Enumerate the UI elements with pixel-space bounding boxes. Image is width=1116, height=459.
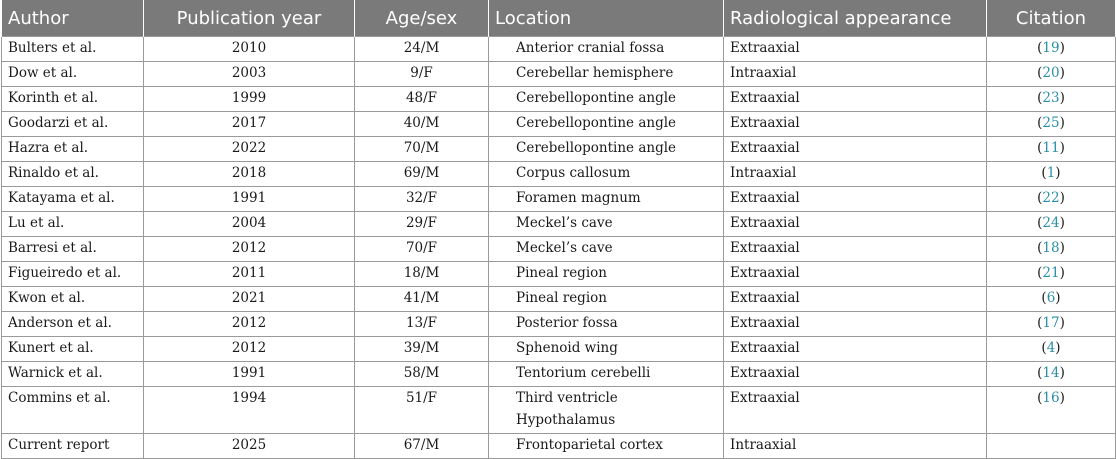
cell-location (489, 62, 724, 87)
citation-link[interactable]: 1 (1046, 165, 1056, 181)
location-line: Cerebellar hemisphere (516, 65, 674, 81)
cell-citation (987, 87, 1116, 112)
cell-citation (987, 287, 1116, 312)
citation-link[interactable]: 22 (1042, 190, 1060, 206)
header-radiological-appearance: Radiological appearance (724, 0, 987, 37)
cell-author: Figueiredo et al. (2, 262, 144, 287)
table-row (2, 187, 1116, 212)
cell-publication-year: 1991 (144, 187, 355, 212)
cell-radiological-appearance: Extraaxial (724, 212, 987, 237)
cell-radiological-appearance: Extraaxial (724, 287, 987, 312)
cell-publication-year: 2010 (144, 37, 355, 62)
citation-paren-close: ) (1059, 115, 1065, 131)
citation-ref (1037, 390, 1065, 406)
cell-location (489, 212, 724, 237)
cell-citation (987, 312, 1116, 337)
cell-radiological-appearance: Extraaxial (724, 87, 987, 112)
citation-paren-open: ( (1041, 290, 1047, 306)
cell-age-sex: 18/M (355, 262, 489, 287)
citation-paren-open: ( (1037, 365, 1043, 381)
cell-publication-year: 2017 (144, 112, 355, 137)
citation-paren-close: ) (1059, 265, 1065, 281)
cell-citation (987, 37, 1116, 62)
cell-age-sex: 32/F (355, 187, 489, 212)
cell-location (489, 112, 724, 137)
citation-paren-open: ( (1037, 115, 1043, 131)
table-row (2, 112, 1116, 137)
header-citation: Citation (987, 0, 1116, 37)
cell-radiological-appearance: Extraaxial (724, 37, 987, 62)
table-row (2, 87, 1116, 112)
header-age-sex: Age/sex (355, 0, 489, 37)
citation-ref (1037, 115, 1065, 131)
citation-link[interactable]: 19 (1042, 40, 1060, 56)
citation-ref (1037, 240, 1065, 256)
cell-age-sex: 70/F (355, 237, 489, 262)
citation-paren-open: ( (1037, 240, 1043, 256)
citation-ref (1037, 90, 1065, 106)
cell-citation (987, 112, 1116, 137)
cell-radiological-appearance: Intraaxial (724, 62, 987, 87)
cell-publication-year: 2025 (144, 434, 355, 459)
cell-citation (987, 212, 1116, 237)
citation-ref (1037, 65, 1065, 81)
cell-age-sex: 51/F (355, 387, 489, 434)
cell-age-sex: 41/M (355, 287, 489, 312)
cell-location (489, 237, 724, 262)
cell-citation (987, 62, 1116, 87)
table-row (2, 262, 1116, 287)
location-line: Tentorium cerebelli (516, 365, 651, 381)
cell-age-sex: 58/M (355, 362, 489, 387)
citation-paren-open: ( (1037, 65, 1043, 81)
table-row (2, 212, 1116, 237)
cell-publication-year: 2011 (144, 262, 355, 287)
location-line: Foramen magnum (516, 190, 641, 206)
citation-ref (1037, 265, 1065, 281)
cell-age-sex: 67/M (355, 434, 489, 459)
cell-citation (987, 434, 1116, 459)
citation-paren-close: ) (1059, 140, 1065, 156)
citation-ref (1037, 365, 1065, 381)
citation-ref (1037, 190, 1065, 206)
location-line: Meckel’s cave (516, 215, 613, 231)
citation-link[interactable]: 21 (1042, 265, 1060, 281)
citation-ref (1037, 140, 1065, 156)
citation-link[interactable]: 17 (1042, 315, 1060, 331)
table-row (2, 387, 1116, 434)
cell-radiological-appearance: Extraaxial (724, 187, 987, 212)
header-publication-year: Publication year (144, 0, 355, 37)
cell-location (489, 162, 724, 187)
cell-radiological-appearance: Extraaxial (724, 362, 987, 387)
cell-location (489, 362, 724, 387)
cell-author: Korinth et al. (2, 87, 144, 112)
cell-radiological-appearance: Intraaxial (724, 162, 987, 187)
cell-age-sex: 29/F (355, 212, 489, 237)
table-row (2, 287, 1116, 312)
cell-location (489, 434, 724, 459)
citation-ref (1037, 315, 1065, 331)
cell-radiological-appearance: Extraaxial (724, 337, 987, 362)
cell-age-sex: 48/F (355, 87, 489, 112)
cell-author: Commins et al. (2, 387, 144, 434)
citation-paren-open: ( (1041, 340, 1047, 356)
citation-paren-open: ( (1037, 40, 1043, 56)
citation-ref (1041, 290, 1060, 306)
citation-paren-open: ( (1037, 265, 1043, 281)
cell-author: Goodarzi et al. (2, 112, 144, 137)
cell-citation (987, 237, 1116, 262)
citation-paren-close: ) (1059, 315, 1065, 331)
location-line: Third ventricle (516, 390, 618, 406)
cell-location (489, 87, 724, 112)
cell-author: Current report (2, 434, 144, 459)
citation-link[interactable]: 16 (1042, 390, 1060, 406)
location-line: Meckel’s cave (516, 240, 613, 256)
cell-location (489, 287, 724, 312)
citation-ref (1041, 340, 1060, 356)
location-line: Sphenoid wing (516, 340, 618, 356)
citation-paren-open: ( (1037, 140, 1043, 156)
citation-paren-close: ) (1059, 40, 1065, 56)
table-body (2, 37, 1116, 459)
cell-age-sex: 39/M (355, 337, 489, 362)
citation-paren-open: ( (1037, 315, 1043, 331)
table-row (2, 62, 1116, 87)
citation-paren-open: ( (1037, 390, 1043, 406)
cell-author: Warnick et al. (2, 362, 144, 387)
citation-paren-close: ) (1059, 215, 1065, 231)
cell-location (489, 187, 724, 212)
cell-radiological-appearance: Intraaxial (724, 434, 987, 459)
citation-link[interactable]: 4 (1046, 340, 1056, 356)
location-line: Anterior cranial fossa (516, 40, 665, 56)
cell-age-sex: 69/M (355, 162, 489, 187)
location-line: Cerebellopontine angle (516, 140, 677, 156)
cell-citation (987, 137, 1116, 162)
citation-link[interactable]: 18 (1042, 240, 1060, 256)
cell-citation (987, 387, 1116, 434)
citation-link[interactable]: 6 (1046, 290, 1056, 306)
cell-author: Rinaldo et al. (2, 162, 144, 187)
cell-publication-year: 2022 (144, 137, 355, 162)
cell-citation (987, 187, 1116, 212)
citation-paren-close: ) (1059, 65, 1065, 81)
table-row (2, 312, 1116, 337)
cell-location (489, 337, 724, 362)
location-line: Frontoparietal cortex (516, 437, 663, 453)
citation-ref (1037, 215, 1065, 231)
cell-radiological-appearance: Extraaxial (724, 112, 987, 137)
citation-link[interactable]: 14 (1042, 365, 1060, 381)
citation-link[interactable]: 20 (1042, 65, 1060, 81)
cell-publication-year: 2003 (144, 62, 355, 87)
cell-citation (987, 262, 1116, 287)
table-row (2, 362, 1116, 387)
cell-author: Anderson et al. (2, 312, 144, 337)
cell-publication-year: 1994 (144, 387, 355, 434)
citation-link[interactable]: 25 (1042, 115, 1060, 131)
cell-citation (987, 162, 1116, 187)
citation-paren-close: ) (1059, 365, 1065, 381)
location-line: Cerebellopontine angle (516, 90, 677, 106)
cell-citation (987, 362, 1116, 387)
location-line: Posterior fossa (516, 315, 618, 331)
cell-radiological-appearance: Extraaxial (724, 312, 987, 337)
cell-age-sex: 70/M (355, 137, 489, 162)
location-line: Hypothalamus (516, 412, 616, 428)
citation-link[interactable]: 11 (1042, 140, 1060, 156)
cell-location (489, 262, 724, 287)
cell-author: Kwon et al. (2, 287, 144, 312)
cell-radiological-appearance: Extraaxial (724, 237, 987, 262)
citation-ref (1041, 165, 1060, 181)
cell-location (489, 312, 724, 337)
cell-author: Dow et al. (2, 62, 144, 87)
table-row (2, 162, 1116, 187)
cell-radiological-appearance: Extraaxial (724, 387, 987, 434)
cell-publication-year: 2018 (144, 162, 355, 187)
cell-age-sex: 40/M (355, 112, 489, 137)
table-row (2, 137, 1116, 162)
cell-author: Bulters et al. (2, 37, 144, 62)
citation-paren-open: ( (1037, 90, 1043, 106)
citation-paren-open: ( (1037, 215, 1043, 231)
citation-paren-close: ) (1055, 340, 1061, 356)
citation-paren-close: ) (1059, 190, 1065, 206)
header-author: Author (2, 0, 144, 37)
cell-publication-year: 1991 (144, 362, 355, 387)
citation-link[interactable]: 24 (1042, 215, 1060, 231)
cell-age-sex: 13/F (355, 312, 489, 337)
cell-publication-year: 1999 (144, 87, 355, 112)
table-row (2, 434, 1116, 459)
cell-publication-year: 2021 (144, 287, 355, 312)
location-line: Corpus callosum (516, 165, 631, 181)
cell-author: Kunert et al. (2, 337, 144, 362)
cell-location (489, 387, 724, 434)
case-table (1, 0, 1116, 459)
location-line: Cerebellopontine angle (516, 115, 677, 131)
cell-publication-year: 2012 (144, 312, 355, 337)
cell-author: Hazra et al. (2, 137, 144, 162)
citation-paren-close: ) (1059, 90, 1065, 106)
citation-paren-close: ) (1055, 290, 1061, 306)
table-row (2, 337, 1116, 362)
table-row (2, 237, 1116, 262)
cell-age-sex: 24/M (355, 37, 489, 62)
cell-publication-year: 2012 (144, 237, 355, 262)
citation-paren-open: ( (1037, 190, 1043, 206)
header-location: Location (489, 0, 724, 37)
cell-author: Barresi et al. (2, 237, 144, 262)
location-line: Pineal region (516, 290, 607, 306)
citation-paren-close: ) (1059, 240, 1065, 256)
citation-paren-close: ) (1059, 390, 1065, 406)
citation-ref (1037, 40, 1065, 56)
cell-location (489, 37, 724, 62)
cell-author: Katayama et al. (2, 187, 144, 212)
cell-radiological-appearance: Extraaxial (724, 137, 987, 162)
cell-publication-year: 2004 (144, 212, 355, 237)
table-header-row (2, 0, 1116, 37)
table-row (2, 37, 1116, 62)
citation-link[interactable]: 23 (1042, 90, 1060, 106)
cell-location (489, 137, 724, 162)
cell-age-sex: 9/F (355, 62, 489, 87)
cell-radiological-appearance: Extraaxial (724, 262, 987, 287)
citation-paren-open: ( (1041, 165, 1047, 181)
cell-publication-year: 2012 (144, 337, 355, 362)
cell-citation (987, 337, 1116, 362)
cell-author: Lu et al. (2, 212, 144, 237)
citation-paren-close: ) (1055, 165, 1061, 181)
location-line: Pineal region (516, 265, 607, 281)
